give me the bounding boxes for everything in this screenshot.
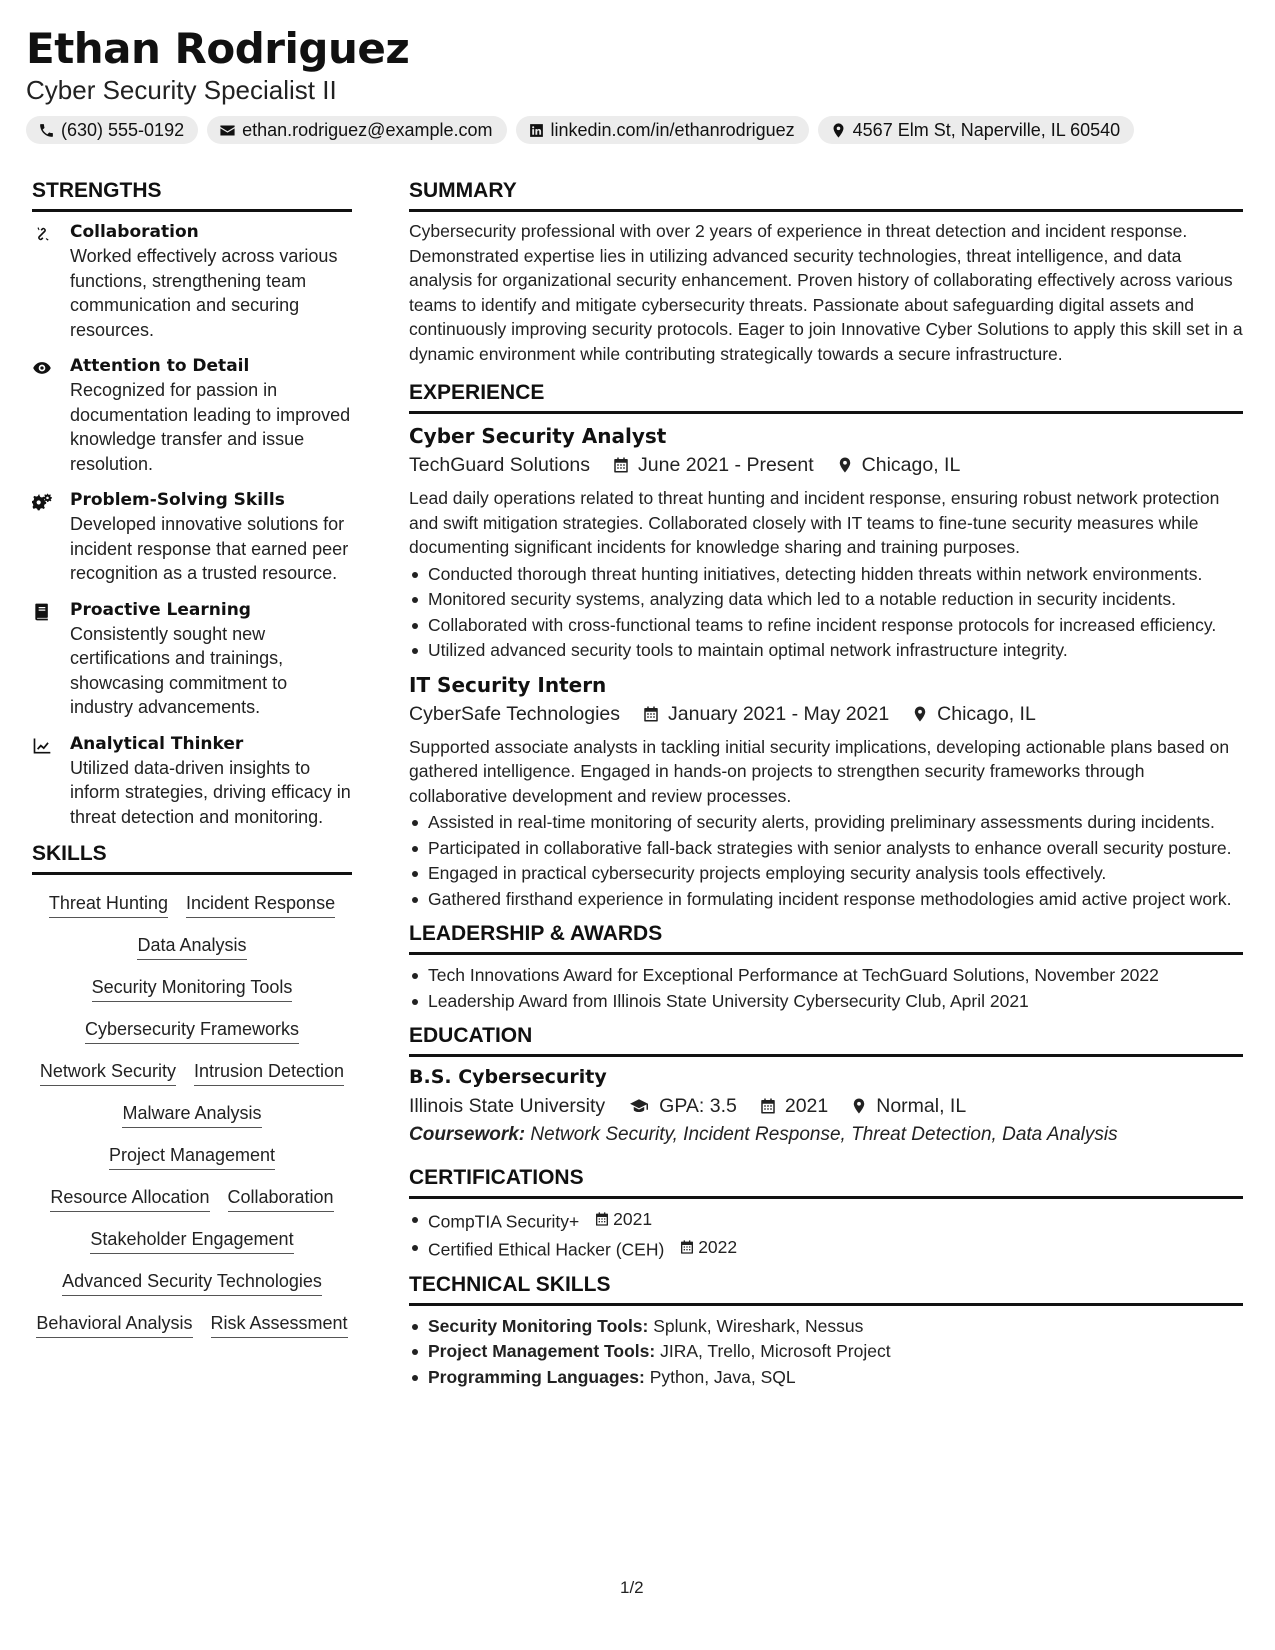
education-coursework bbox=[409, 1121, 1243, 1149]
job-bullet: Collaborated with cross-functional teams to refine incident response protocols for increased efficiency. bbox=[409, 613, 1243, 638]
job-entry bbox=[409, 671, 1243, 912]
technical-skill-item bbox=[409, 1339, 1243, 1364]
job-title: Cyber Security Analyst bbox=[409, 424, 667, 448]
job-meta bbox=[409, 450, 1243, 480]
strength-name: Analytical Thinker bbox=[70, 733, 244, 754]
education-school: Illinois State University bbox=[409, 1095, 606, 1117]
skill-tag: Incident Response bbox=[186, 891, 335, 918]
education-section bbox=[409, 1023, 1243, 1149]
contact-email-text: ethan.rodriguez@example.com bbox=[242, 119, 493, 140]
job-bullet: Participated in collaborative fall-back strategies with senior analysts to enhance overall security posture. bbox=[409, 836, 1243, 861]
skill-tag: Intrusion Detection bbox=[194, 1059, 344, 1086]
job-dates: January 2021 - May 2021 bbox=[668, 702, 890, 725]
job-bullet: Utilized advanced security tools to maintain optimal network infrastructure integrity. bbox=[409, 638, 1243, 663]
job-company: TechGuard Solutions bbox=[409, 454, 591, 476]
skill-tag: Stakeholder Engagement bbox=[90, 1227, 293, 1254]
location-icon bbox=[836, 456, 854, 474]
right-column bbox=[409, 178, 1243, 1397]
experience-heading: EXPERIENCE bbox=[409, 380, 1243, 414]
skill-tag: Advanced Security Technologies bbox=[62, 1269, 322, 1296]
job-location: Chicago, IL bbox=[937, 702, 1036, 725]
awards-list bbox=[409, 963, 1243, 1013]
certification-name: CompTIA Security+ bbox=[428, 1211, 580, 1232]
location-icon bbox=[911, 705, 929, 723]
technical-skill-label: Programming Languages: bbox=[428, 1366, 645, 1387]
strength-desc: Recognized for passion in documentation leading to improved knowledge transfer and issue resolution. bbox=[70, 380, 351, 474]
award-item: Leadership Award from Illinois State University Cybersecurity Club, April 2021 bbox=[409, 989, 1243, 1014]
calendar-icon bbox=[642, 705, 660, 723]
job-description: Supported associate analysts in tackling initial security implications, developing actionable plans based on gathered intelligence. Engaged in hands-on projects to strengthen security frameworks through collaborative development and review processes. bbox=[409, 736, 1230, 806]
strength-item bbox=[32, 354, 352, 476]
calendar-icon bbox=[594, 1211, 610, 1227]
education-heading: EDUCATION bbox=[409, 1023, 1243, 1057]
strength-name: Proactive Learning bbox=[70, 599, 251, 620]
job-bullet: Gathered firsthand experience in formulating incident response methodologies amid active project work. bbox=[409, 887, 1243, 912]
location-icon bbox=[850, 1097, 868, 1115]
technical-skill-value: Splunk, Wireshark, Nessus bbox=[653, 1315, 864, 1336]
graduation-cap-icon bbox=[627, 1097, 651, 1115]
calendar-icon bbox=[612, 456, 630, 474]
certification-item bbox=[409, 1207, 1243, 1234]
technical-skill-value: JIRA, Trello, Microsoft Project bbox=[660, 1341, 891, 1361]
job-bullet: Monitored security systems, analyzing data which led to a notable reduction in security incidents. bbox=[409, 587, 1243, 612]
certification-year: 2022 bbox=[698, 1236, 738, 1257]
linkedin-icon bbox=[528, 122, 545, 139]
coursework-label: Coursework: bbox=[409, 1124, 526, 1145]
skill-tag: Threat Hunting bbox=[49, 891, 168, 918]
certifications-heading: CERTIFICATIONS bbox=[409, 1165, 1243, 1199]
contact-address-text: 4567 Elm St, Naperville, IL 60540 bbox=[852, 119, 1121, 140]
strength-name: Attention to Detail bbox=[70, 356, 250, 376]
strengths-heading: STRENGTHS bbox=[32, 178, 352, 212]
job-description: Lead daily operations related to threat hunting and incident response, ensuring robust network protection and swift mitigation strategies. Collaborated closely with IT teams to fine-tune security measures while documenting significant incidents for knowledge sharing and training purposes. bbox=[409, 488, 1220, 557]
job-entry bbox=[409, 422, 1243, 663]
skill-tag: Data Analysis bbox=[137, 933, 246, 960]
technical-skill-item bbox=[409, 1365, 1243, 1390]
contact-bar bbox=[26, 116, 1246, 144]
left-column bbox=[32, 178, 352, 1338]
skill-tags bbox=[32, 891, 352, 1338]
award-item: Tech Innovations Award for Exceptional Performance at TechGuard Solutions, November 2022 bbox=[409, 963, 1243, 988]
contact-email[interactable] bbox=[207, 116, 506, 144]
book-icon bbox=[32, 602, 52, 622]
technical-skill-label: Project Management Tools: bbox=[428, 1341, 656, 1361]
skill-tag: Behavioral Analysis bbox=[36, 1311, 192, 1338]
calendar-icon bbox=[679, 1239, 695, 1255]
job-bullet: Assisted in real-time monitoring of security alerts, providing preliminary assessments during incidents. bbox=[409, 810, 1243, 835]
email-icon bbox=[219, 122, 236, 139]
contact-address bbox=[818, 116, 1135, 144]
job-bullets bbox=[409, 810, 1243, 911]
technical-skill-label: Security Monitoring Tools: bbox=[428, 1315, 649, 1336]
strength-item bbox=[32, 488, 352, 586]
coursework-list: Network Security, Incident Response, Threat Detection, Data Analysis bbox=[530, 1124, 1118, 1145]
phone-icon bbox=[38, 122, 55, 139]
strength-desc: Utilized data-driven insights to inform strategies, driving efficacy in threat detection and monitoring. bbox=[70, 757, 351, 827]
strength-name: Problem-Solving Skills bbox=[70, 490, 285, 510]
technical-skill-item bbox=[409, 1314, 1243, 1339]
chart-line-icon bbox=[32, 736, 52, 756]
skills-section bbox=[32, 841, 352, 1338]
strength-item bbox=[32, 220, 352, 342]
contact-linkedin-text: linkedin.com/in/ethanrodriguez bbox=[550, 119, 795, 140]
education-location: Normal, IL bbox=[876, 1095, 967, 1117]
technical-skills-list bbox=[409, 1314, 1243, 1390]
resume-header bbox=[26, 24, 1246, 144]
candidate-name: Ethan Rodriguez bbox=[26, 24, 410, 73]
job-location: Chicago, IL bbox=[861, 454, 961, 476]
strength-name: Collaboration bbox=[70, 222, 199, 242]
awards-heading: LEADERSHIP & AWARDS bbox=[409, 921, 1243, 955]
page-number: 1/2 bbox=[620, 1578, 644, 1597]
strength-desc: Developed innovative solutions for incident response that earned peer recognition as a trusted resource. bbox=[70, 514, 349, 583]
summary-heading: SUMMARY bbox=[409, 178, 1243, 212]
eye-icon bbox=[32, 358, 52, 378]
strength-item bbox=[32, 598, 352, 720]
job-bullet: Conducted thorough threat hunting initiatives, detecting hidden threats within network environments. bbox=[409, 562, 1243, 587]
job-meta bbox=[409, 699, 1243, 729]
technical-skills-heading: TECHNICAL SKILLS bbox=[409, 1272, 1243, 1306]
strength-desc: Worked effectively across various functions, strengthening team communication and securing resources. bbox=[70, 246, 338, 340]
contact-linkedin[interactable] bbox=[516, 116, 809, 144]
candidate-title: Cyber Security Specialist II bbox=[26, 75, 337, 105]
certification-item bbox=[409, 1235, 1243, 1262]
skill-tag: Risk Assessment bbox=[211, 1311, 348, 1338]
job-company: CyberSafe Technologies bbox=[409, 702, 621, 725]
technical-skills-section bbox=[409, 1272, 1243, 1390]
education-meta bbox=[409, 1091, 1243, 1121]
certification-year: 2021 bbox=[613, 1209, 653, 1229]
skill-tag: Resource Allocation bbox=[50, 1185, 209, 1212]
awards-section bbox=[409, 921, 1243, 1013]
job-bullet: Engaged in practical cybersecurity projects employing security analysis tools effectively. bbox=[409, 861, 1243, 886]
gears-icon bbox=[32, 492, 52, 512]
skill-tag: Collaboration bbox=[228, 1185, 334, 1212]
job-bullets bbox=[409, 562, 1243, 663]
certification-name: Certified Ethical Hacker (CEH) bbox=[428, 1239, 665, 1259]
contact-phone[interactable] bbox=[26, 116, 198, 144]
job-title: IT Security Intern bbox=[409, 672, 607, 697]
strength-item bbox=[32, 732, 352, 830]
summary-text: Cybersecurity professional with over 2 years of experience in threat detection and incident response. Demonstrated expertise lies in utilizing advanced security technologies, threat intelligence, and data analysis for organizational security enhancement. Proven history of collaborating effectively across various teams to identify and mitigate cybersecurity threats. Passionate about safeguarding digital assets and continuously improving security protocols. Eager to join Innovative Cyber Solutions to apply this skill set in a dynamic environment while contributing strategically towards a secure infrastructure. bbox=[409, 221, 1243, 364]
certifications-list bbox=[409, 1207, 1243, 1262]
education-gpa: GPA: 3.5 bbox=[659, 1095, 737, 1117]
strength-desc: Consistently sought new certifications and trainings, showcasing commitment to industry advancements. bbox=[70, 623, 288, 717]
location-icon bbox=[830, 122, 847, 139]
skill-tag: Network Security bbox=[40, 1059, 176, 1086]
certifications-section bbox=[409, 1165, 1243, 1262]
skill-tag: Cybersecurity Frameworks bbox=[85, 1017, 299, 1044]
calendar-icon bbox=[759, 1097, 777, 1115]
job-dates: June 2021 - Present bbox=[638, 454, 814, 476]
contact-phone-text: (630) 555-0192 bbox=[61, 119, 185, 140]
skill-tag: Malware Analysis bbox=[122, 1101, 261, 1128]
link-icon bbox=[32, 224, 52, 244]
education-year: 2021 bbox=[784, 1095, 829, 1117]
education-degree: B.S. Cybersecurity bbox=[409, 1066, 607, 1088]
skill-tag: Security Monitoring Tools bbox=[92, 975, 293, 1002]
strengths-list bbox=[32, 220, 352, 829]
skill-tag: Project Management bbox=[109, 1143, 275, 1170]
skills-heading: SKILLS bbox=[32, 841, 352, 875]
technical-skill-value: Python, Java, SQL bbox=[649, 1366, 796, 1387]
